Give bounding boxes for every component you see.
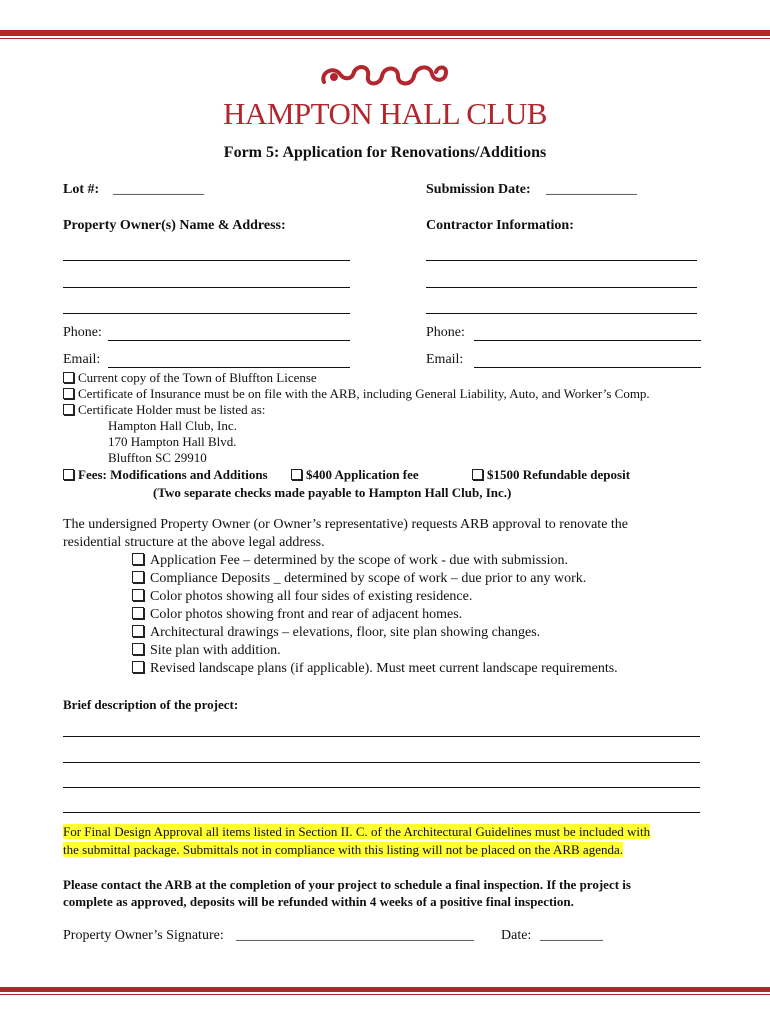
checkbox-icon[interactable]: [291, 469, 302, 480]
submission-date-blank[interactable]: _____________: [546, 182, 637, 197]
signature-blank[interactable]: __________________________________: [236, 928, 474, 943]
signature-label: Property Owner’s Signature:: [63, 928, 224, 943]
checkbox-icon[interactable]: [132, 607, 144, 619]
fees-label: Fees: Modifications and Additions: [63, 467, 268, 483]
final-approval-note: For Final Design Approval all items listed in Section II. C. of the Architectural Guidelines must be included with: [63, 824, 651, 839]
checklist-item: Current copy of the Town of Bluffton License: [63, 370, 317, 386]
final-approval-note: the submittal package. Submittals not in compliance with this listing will not be placed on the ARB agenda.: [63, 842, 623, 857]
requirement-item: Site plan with addition.: [132, 643, 281, 659]
inspection-note: complete as approved, deposits will be refunded within 4 weeks of a positive final inspection.: [63, 894, 574, 909]
checkbox-icon[interactable]: [132, 661, 144, 673]
checklist-item: Certificate Holder must be listed as:: [63, 402, 265, 418]
top-rule-thin: [0, 38, 770, 39]
contractor-line-1[interactable]: [426, 260, 697, 261]
contractor-line-3[interactable]: [426, 313, 697, 314]
holder-address-line: Hampton Hall Club, Inc.: [108, 418, 237, 433]
contractor-heading: Contractor Information:: [426, 218, 574, 233]
bottom-rule-thin: [0, 994, 770, 995]
description-line-2[interactable]: [63, 762, 700, 763]
holder-address-line: 170 Hampton Hall Blvd.: [108, 434, 237, 449]
owner-email-line[interactable]: [108, 367, 350, 368]
top-rule: [0, 30, 770, 36]
contractor-line-2[interactable]: [426, 287, 697, 288]
lot-label: Lot #:: [63, 182, 100, 197]
owner-email-label: Email:: [63, 352, 101, 367]
owner-line-3[interactable]: [63, 313, 350, 314]
checklist-item: Certificate of Insurance must be on file with the ARB, including General Liability, Auto, and Worker’s Comp.: [63, 386, 650, 402]
contractor-phone-label: Phone:: [426, 325, 465, 340]
checkbox-icon[interactable]: [132, 571, 144, 583]
description-line-4[interactable]: [63, 812, 700, 813]
requirement-item: Color photos showing front and rear of adjacent homes.: [132, 607, 462, 623]
checkbox-icon[interactable]: [472, 469, 483, 480]
lot-blank[interactable]: _____________: [113, 182, 204, 197]
checkbox-icon[interactable]: [132, 553, 144, 565]
requirement-item: Application Fee – determined by the scope of work - due with submission.: [132, 553, 568, 569]
application-fee: $400 Application fee: [291, 467, 419, 483]
owner-heading: Property Owner(s) Name & Address:: [63, 218, 286, 233]
description-line-1[interactable]: [63, 736, 700, 737]
requirement-item: Architectural drawings – elevations, floor, site plan showing changes.: [132, 625, 540, 641]
bottom-rule: [0, 987, 770, 992]
owner-line-2[interactable]: [63, 287, 350, 288]
description-line-3[interactable]: [63, 787, 700, 788]
checkbox-icon[interactable]: [63, 469, 74, 480]
date-blank[interactable]: _________: [540, 928, 603, 943]
checkbox-icon[interactable]: [63, 388, 74, 399]
checkbox-icon[interactable]: [63, 372, 74, 383]
inspection-note: Please contact the ARB at the completion of your project to schedule a final inspection. If the project is: [63, 877, 631, 892]
contractor-phone-line[interactable]: [474, 340, 701, 341]
owner-line-1[interactable]: [63, 260, 350, 261]
contractor-email-label: Email:: [426, 352, 464, 367]
description-heading: Brief description of the project:: [63, 697, 239, 712]
contractor-email-line[interactable]: [474, 367, 701, 368]
ornament-scroll-icon: [318, 62, 452, 92]
checkbox-icon[interactable]: [132, 643, 144, 655]
checkbox-icon[interactable]: [63, 404, 74, 415]
form-title: Form 5: Application for Renovations/Additions: [223, 144, 547, 161]
fees-note: (Two separate checks made payable to Hampton Hall Club, Inc.): [153, 485, 512, 500]
holder-address-line: Bluffton SC 29910: [108, 450, 207, 465]
requirement-item: Revised landscape plans (if applicable). Must meet current landscape requirements.: [132, 661, 618, 677]
owner-phone-label: Phone:: [63, 325, 102, 340]
requirement-item: Color photos showing all four sides of existing residence.: [132, 589, 472, 605]
checkbox-icon[interactable]: [132, 589, 144, 601]
checkbox-icon[interactable]: [132, 625, 144, 637]
submission-date-label: Submission Date:: [426, 182, 531, 197]
intro-line: residential structure at the above legal address.: [63, 535, 325, 550]
logo-wordmark: HAMPTON HALL CLUB: [223, 96, 547, 131]
intro-line: The undersigned Property Owner (or Owner’s representative) requests ARB approval to renovate the: [63, 517, 629, 532]
club-logo: [200, 62, 570, 132]
requirement-item: Compliance Deposits _ determined by scope of work – due prior to any work.: [132, 571, 586, 587]
date-label: Date:: [501, 928, 532, 943]
owner-phone-line[interactable]: [108, 340, 350, 341]
refundable-deposit: $1500 Refundable deposit: [472, 467, 630, 483]
